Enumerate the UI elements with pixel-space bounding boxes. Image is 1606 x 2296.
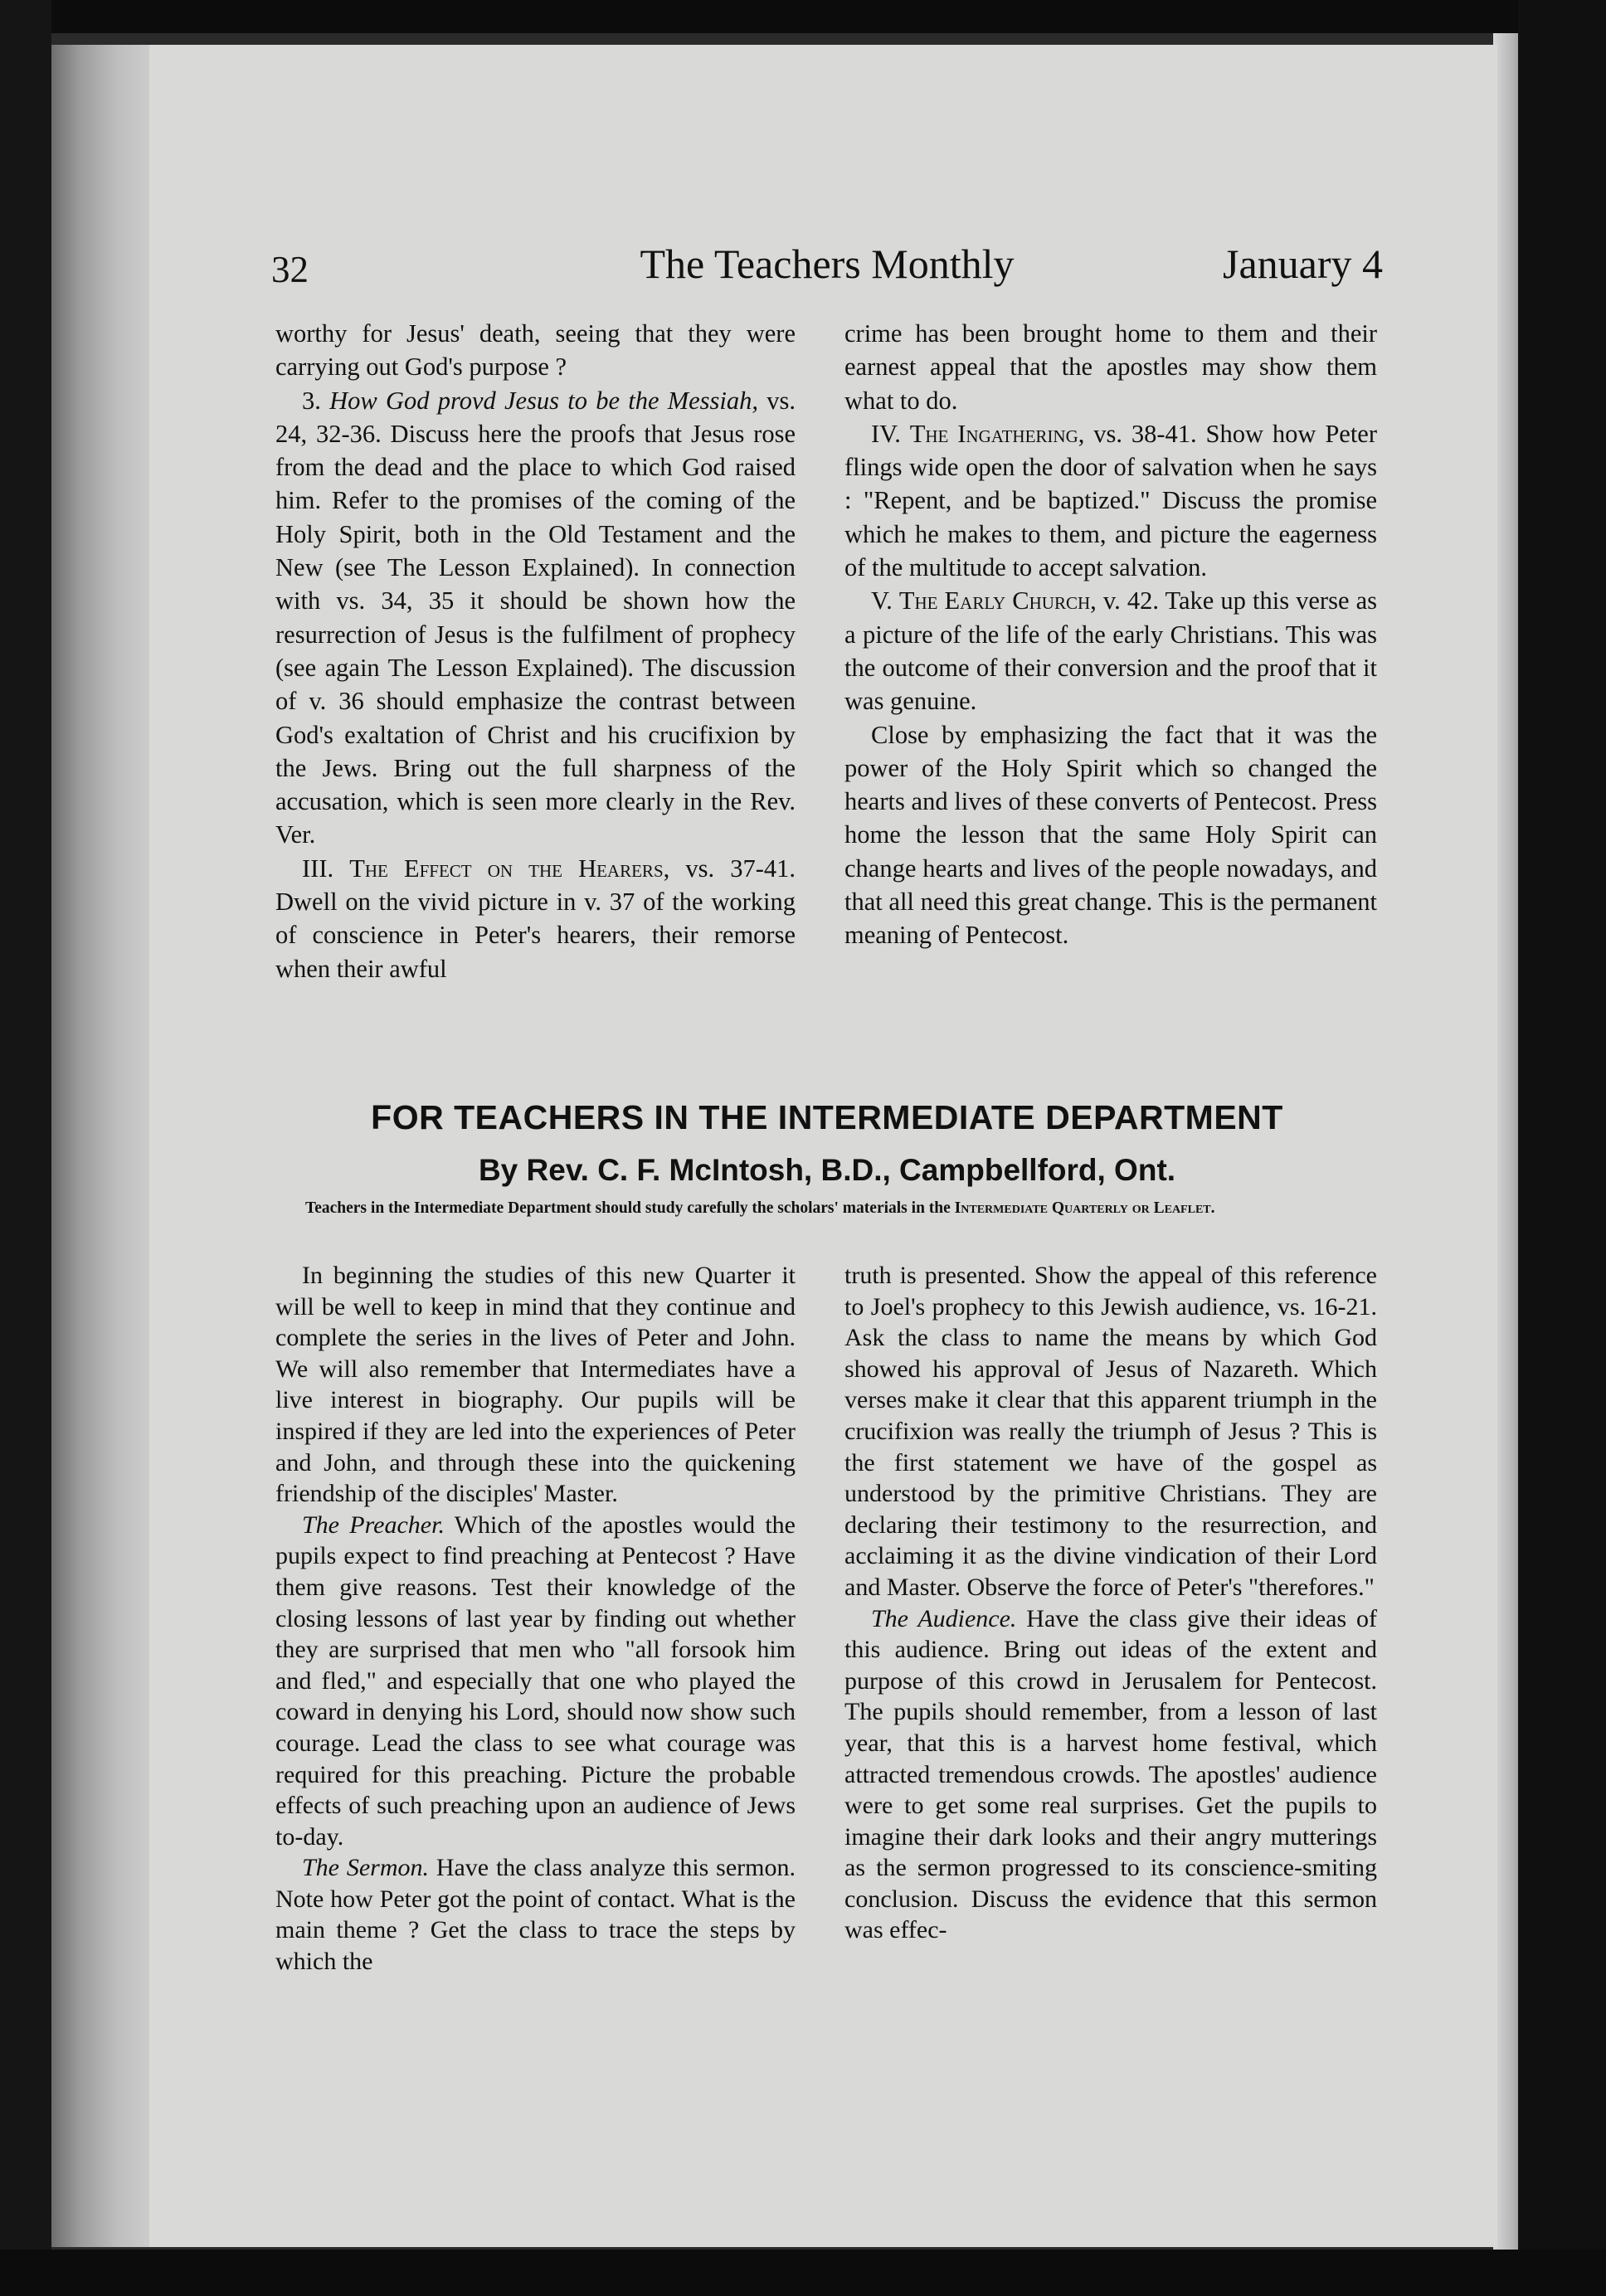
page-header [271, 240, 1383, 298]
printed-page [149, 45, 1497, 2247]
paragraph: The Audience. Have the class give their ideas of this audience. Bring out ideas of the extent and purpose of this crowd in Jerusalem for Pentecost. The pupils should remember, from a lesson of last year, that this is a harvest home festival, which attracted tremendous crowds. The apostles' audience were to get some real surprises. Get the pupils to imagine their dark looks and their angry mutterings as the sermon progressed to its conscience-smiting conclusion. Discuss the evidence that this sermon was effec- [844, 1604, 1377, 1944]
scan-border-left [0, 0, 51, 2296]
paragraph: truth is presented. Show the appeal of this reference to Joel's prophecy to this Jewish audience, vs. 16-21. Ask the class to name the means by which God showed his approval of Jesus of Nazareth. Which verses make it clear that this apparent triumph in the crucifixion was really the triumph of Jesus ? This is the first statement we have of the gospel as understood by the primitive Christians. They are declaring their testimony to the resurrection, and acclaiming it as the divine vindication of their Lord and Master. Observe the force of Peter's "therefores." [844, 1262, 1377, 1601]
scan-border-right [1518, 0, 1606, 2296]
lower-left-column [275, 1260, 796, 1977]
book-page-edges-left [51, 45, 159, 2247]
paragraph: 3. How God provd Jesus to be the Messiah, vs. 24, 32-36. Discuss here the proofs that Jesus rose from the dead and the place to which God raised him. Refer to the promises of the coming of the Holy Spirit, both in the Old Testament and the New (see The Lesson Explained). In connection with vs. 34, 35 it should be shown how the resurrection of Jesus is the fulfilment of prophecy (see again The Lesson Explained). The discussion of v. 36 should emphasize the contrast between God's exaltation of Christ and his crucifixion by the Jews. Bring out the full sharpness of the accusation, which is seen more clearly in the Rev. Ver. [275, 386, 796, 849]
author-byline: By Rev. C. F. McIntosh, B.D., Campbellford, Ont. [478, 1153, 1176, 1187]
lower-right-column [844, 1260, 1377, 1946]
page-number: 32 [271, 249, 309, 290]
paragraph: The Preacher. Which of the apostles would the pupils expect to find preaching at Pentecost ? Have them give reasons. Test their knowledge of the closing lessons of last year by finding out whether they are surprised that men who "all forsook him and fled," and especially that one who played the coward in denying his Lord, should now show such courage. Lead the class to see what courage was required for this preaching. Picture the probable effects of such preaching upon an audience of Jews to-day. [275, 1510, 796, 1851]
scan-border-bottom [0, 2250, 1606, 2296]
paragraph: V. The Early Church, v. 42. Take up this verse as a picture of the life of the early Christians. This was the outcome of their conversion and the proof that it was genuine. [844, 586, 1377, 716]
issue-date: January 4 [1223, 241, 1383, 287]
scan-border-top [0, 0, 1606, 33]
paragraph: crime has been brought home to them and their earnest appeal that the apostles may show them what to do. [844, 319, 1377, 415]
running-title: The Teachers Monthly [640, 241, 1015, 287]
upper-left-column [275, 317, 796, 985]
paragraph: In beginning the studies of this new Quarter it will be well to keep in mind that they continue and complete the series in the lives of Peter and John. We will also remember that Intermediates have a live interest in biography. Our pupils will be inspired if they are led into the experiences of Peter and John, and through these into the quickening friendship of the disciples' Master. [275, 1262, 796, 1508]
department-note: Teachers in the Intermediate Department should study carefully the scholars' materials in the Intermediate Quarterly or Leaflet. [305, 1199, 1215, 1217]
section-title: FOR TEACHERS IN THE INTERMEDIATE DEPARTMENT [371, 1098, 1283, 1136]
paragraph: Close by emphasizing the fact that it was the power of the Holy Spirit which so changed the hearts and lives of these converts of Pentecost. Press home the lesson that the same Holy Spirit can change hearts and lives of the people nowadays, and that all need this great change. This is the permanent meaning of Pentecost. [844, 720, 1377, 950]
paragraph: IV. The Ingathering, vs. 38-41. Show how Peter flings wide open the door of salvation when he says : "Repent, and be baptized." Discuss the promise which he makes to them, and picture the eagerness of the multitude to accept salvation. [844, 419, 1377, 582]
paragraph: worthy for Jesus' death, seeing that they were carrying out God's purpose ? [275, 319, 796, 382]
upper-right-column [844, 317, 1377, 952]
paragraph: III. The Effect on the Hearers, vs. 37-41. Dwell on the vivid picture in v. 37 of the working of conscience in Peter's hearers, their remorse when their awful [275, 854, 796, 983]
paragraph: The Sermon. Have the class analyze this sermon. Note how Peter got the point of contact. What is the main theme ? Get the class to trace the steps by which the [275, 1854, 796, 1976]
